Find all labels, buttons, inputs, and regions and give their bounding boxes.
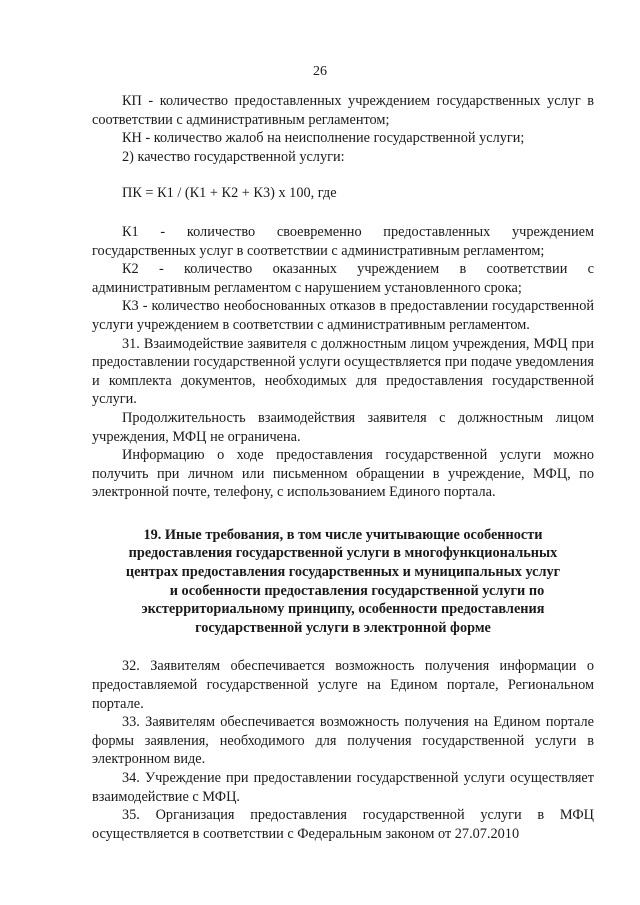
- heading-line: 19. Иные требования, в том числе учитывающие особенности: [143, 526, 543, 543]
- heading-line: центрах предоставления государственных и муниципальных услуг: [125, 564, 561, 581]
- paragraph-35: 35. Организация предоставления государственной услуги в МФЦ осуществляется в соответствии с Федеральным законом от 27.07.2010: [92, 807, 594, 842]
- document-body: [92, 92, 594, 843]
- k2-definition: К2 - количество оказанных учреждением в соответствии с административным регламентом с нарушением установленного срока;: [92, 261, 594, 296]
- paragraph-31: 31. Взаимодействие заявителя с должностным лицом учреждения, МФЦ при предоставлении государственной услуги осуществляется при подаче уведомления и комплекта документов, необходимых для предоставления государственной услуги.: [92, 335, 594, 408]
- k1-definition: К1 - количество своевременно предоставленных учреждением государственных услуг в соответствии с административным регламентом;: [92, 223, 594, 259]
- kn-definition: КН - количество жалоб на неисполнение государственной услуги;: [122, 130, 525, 147]
- info-paragraph: Информацию о ходе предоставления государственной услуги можно получить при личном или письменном обращении в учреждение, МФЦ, по электронной почте, телефону, с использованием Единого портала.: [92, 447, 594, 501]
- section-heading: [92, 526, 594, 638]
- heading-line: и особенности предоставления государственной услуги по: [169, 582, 545, 599]
- duration-paragraph: Продолжительность взаимодействия заявителя с должностным лицом учреждения, МФЦ не ограничена.: [92, 409, 594, 445]
- heading-line: государственной услуги в электронной форме: [195, 619, 491, 636]
- quality-formula: ПК = К1 / (К1 + К2 + К3) х 100, где: [122, 185, 337, 202]
- quality-item: 2) качество государственной услуги:: [122, 148, 345, 165]
- page-number: 26: [313, 64, 327, 79]
- paragraph-32: 32. Заявителям обеспечивается возможность получения информации о предоставляемой государственной услуге на Едином портале, Региональном портале.: [92, 658, 594, 712]
- kp-definition: КП - количество предоставленных учреждением государственных услуг в соответствии с административным регламентом;: [92, 93, 594, 128]
- paragraph-33: 33. Заявителям обеспечивается возможность получения на Едином портале формы заявления, необходимого для получения государственной услуги в электронном виде.: [92, 714, 594, 768]
- k3-definition: К3 - количество необоснованных отказов в предоставлении государственной услуги учреждением в соответствии с административным регламентом.: [92, 298, 594, 333]
- paragraph-34: 34. Учреждение при предоставлении государственной услуги осуществляет взаимодействие с МФЦ.: [92, 770, 594, 805]
- heading-line: экстерриториальному принципу, особенности предоставления: [141, 601, 545, 618]
- heading-line: предоставления государственной услуги в многофункциональных: [128, 545, 558, 562]
